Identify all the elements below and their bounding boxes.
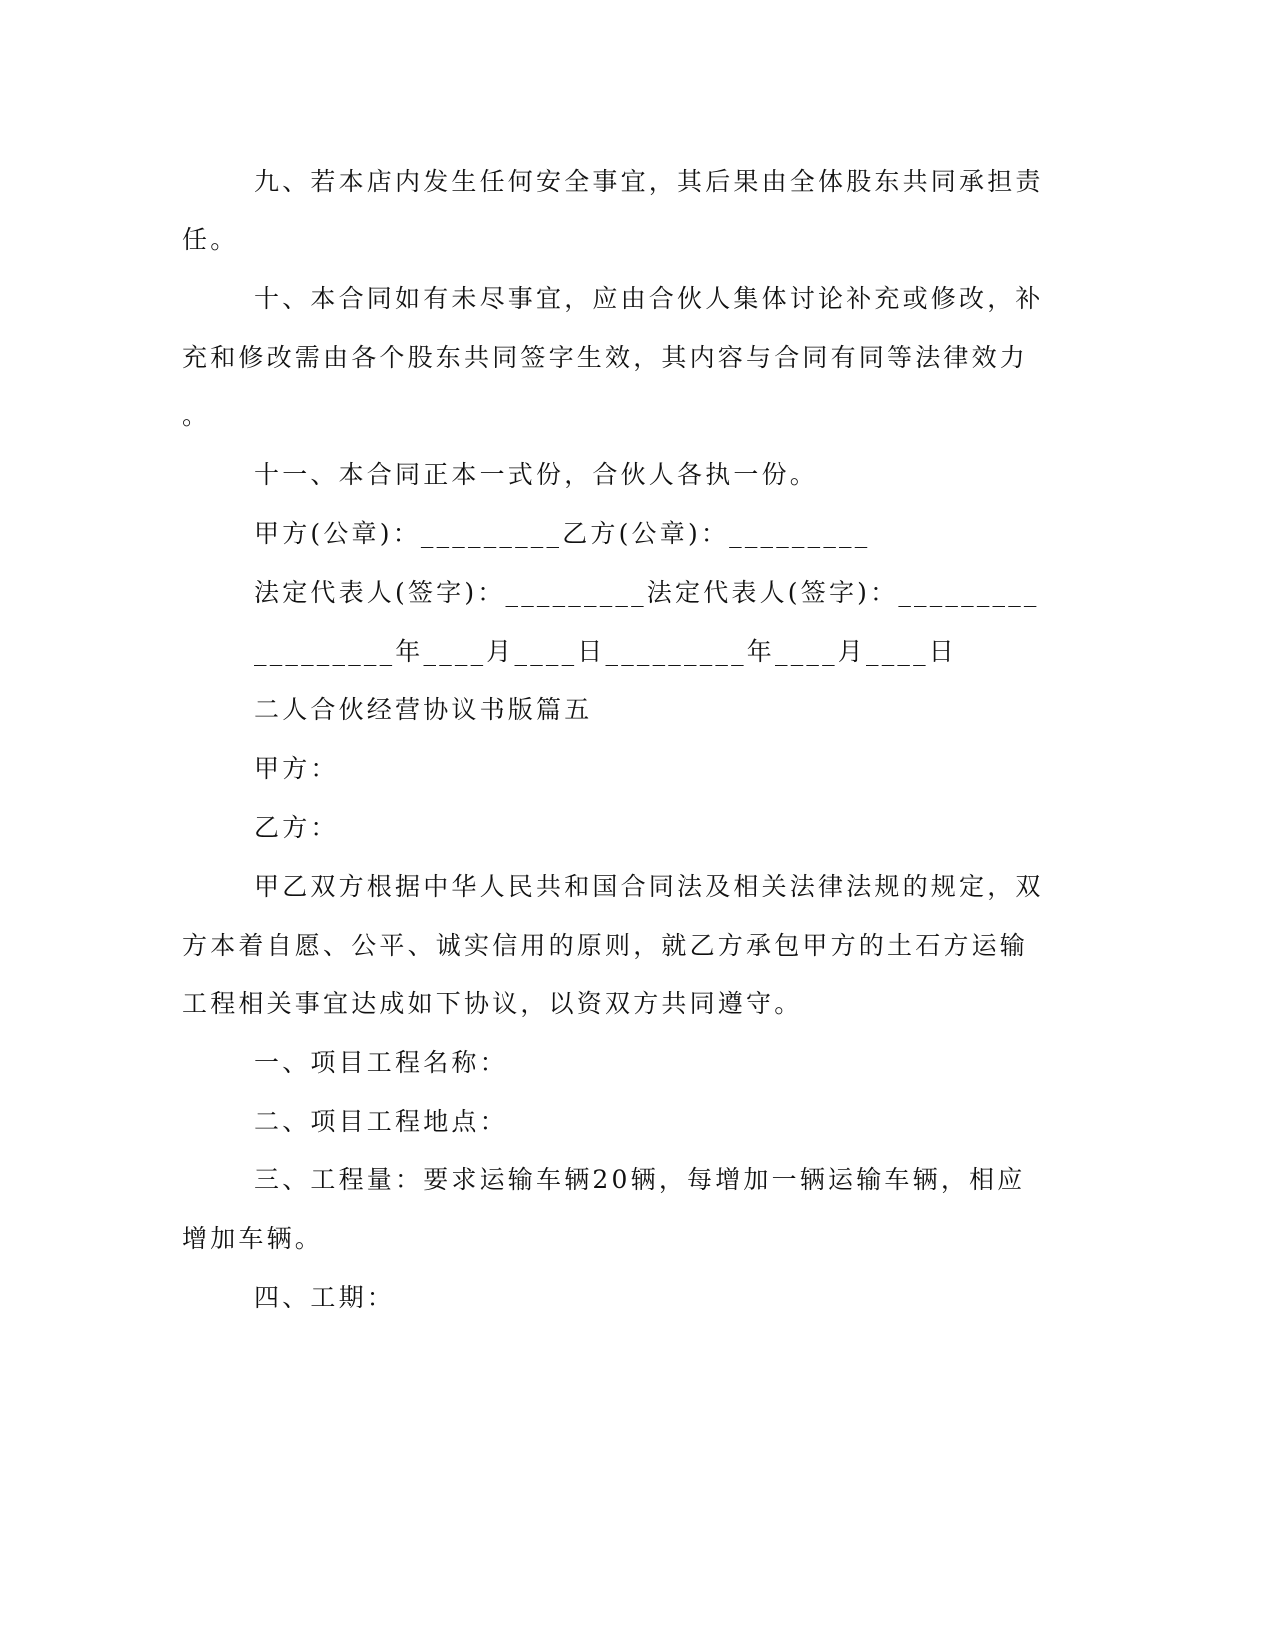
signature-representative-line: 法定代表人(签字)：_________法定代表人(签字)：_________ <box>254 578 1040 607</box>
item-3-line-1: 三、工程量：要求运输车辆20辆，每增加一辆运输车辆，相应 <box>254 1165 1026 1194</box>
item-2-line: 二、项目工程地点： <box>254 1107 508 1136</box>
section-heading: 二人合伙经营协议书版篇五 <box>254 695 593 724</box>
signature-seal-line: 甲方(公章)：_________乙方(公章)：_________ <box>254 519 871 548</box>
clause-11-line: 十一、本合同正本一式份，合伙人各执一份。 <box>254 460 819 489</box>
preamble-line-1: 甲乙双方根据中华人民共和国合同法及相关法律法规的规定，双 <box>254 872 1044 901</box>
clause-10-line-3: 。 <box>182 401 211 430</box>
party-a-line: 甲方： <box>254 754 339 783</box>
clause-9-line-2: 任。 <box>182 225 239 254</box>
preamble-line-2: 方本着自愿、公平、诚实信用的原则，就乙方承包甲方的土石方运输 <box>182 931 1029 960</box>
clause-10-line-2: 充和修改需由各个股东共同签字生效，其内容与合同有同等法律效力 <box>182 343 1029 372</box>
clause-9-line-1: 九、若本店内发生任何安全事宜，其后果由全体股东共同承担责 <box>254 167 1044 196</box>
item-4-line: 四、工期： <box>254 1283 396 1312</box>
party-b-line: 乙方： <box>254 813 339 842</box>
preamble-line-3: 工程相关事宜达成如下协议，以资双方共同遵守。 <box>182 989 803 1018</box>
clause-10-line-1: 十、本合同如有未尽事宜，应由合伙人集体讨论补充或修改，补 <box>254 284 1044 313</box>
item-1-line: 一、项目工程名称： <box>254 1048 508 1077</box>
signature-date-line: _________年____月____日_________年____月____日 <box>254 637 958 666</box>
item-3-line-2: 增加车辆。 <box>182 1224 324 1253</box>
